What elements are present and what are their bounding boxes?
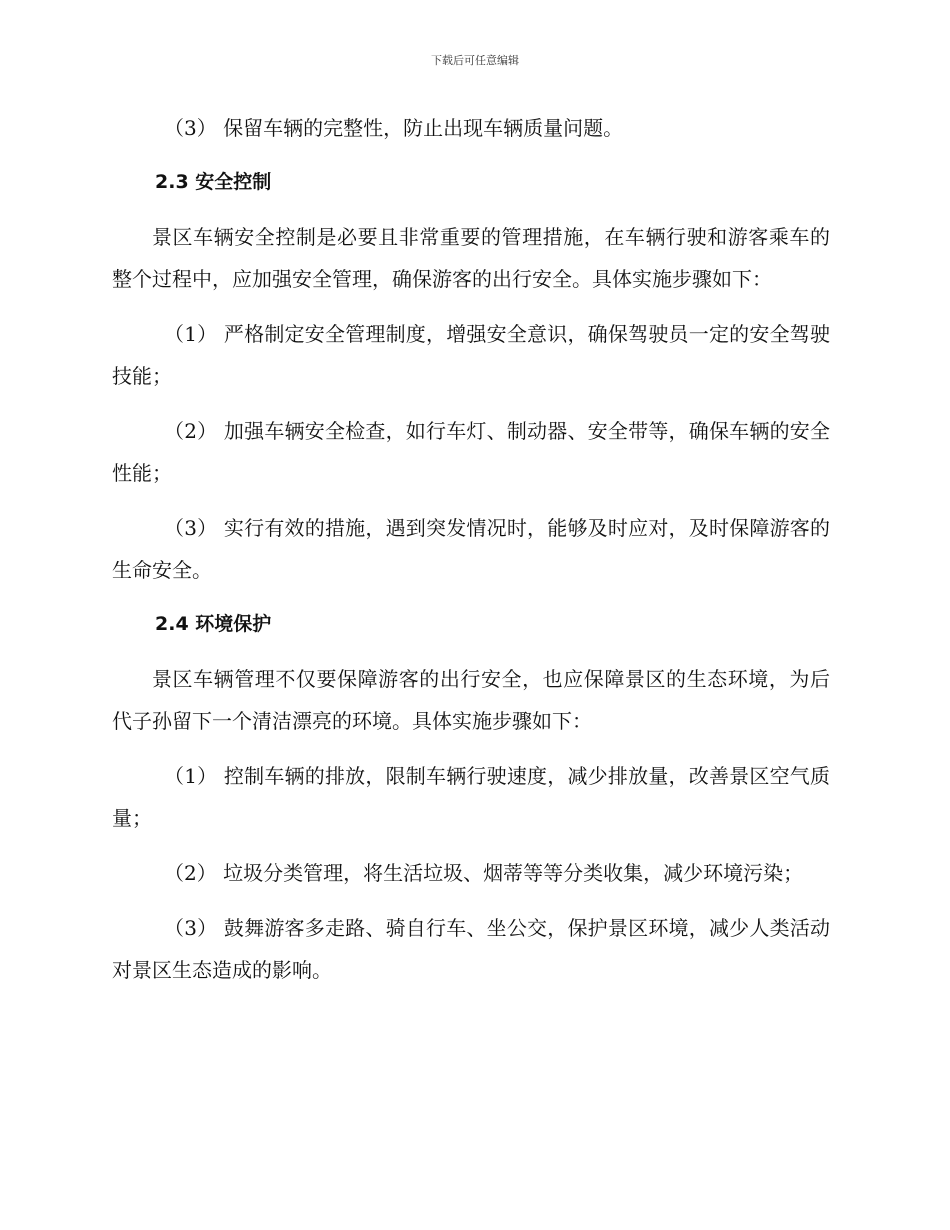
section-heading: 2.4 环境保护	[155, 613, 272, 635]
document-body	[112, 107, 830, 991]
paragraph: 景区车辆安全控制是必要且非常重要的管理措施，在车辆行驶和游客乘车的整个过程中，应加强安全管理，确保游客的出行安全。具体实施步骤如下：	[112, 225, 830, 291]
paragraph: 景区车辆管理不仅要保障游客的出行安全，也应保障景区的生态环境，为后代子孙留下一个清洁漂亮的环境。具体实施步骤如下：	[112, 667, 830, 733]
page-header-note: 下载后可任意编辑	[431, 54, 519, 67]
list-item: （1） 控制车辆的排放，限制车辆行驶速度，减少排放量，改善景区空气质量；	[112, 764, 830, 830]
section-heading: 2.3 安全控制	[155, 171, 272, 193]
list-item: （2） 加强车辆安全检查，如行车灯、制动器、安全带等，确保车辆的安全性能；	[112, 419, 830, 485]
list-item: （3） 鼓舞游客多走路、骑自行车、坐公交，保护景区环境，减少人类活动对景区生态造成的影响。	[112, 916, 830, 982]
list-item: （2） 垃圾分类管理，将生活垃圾、烟蒂等等分类收集，减少环境污染；	[164, 861, 804, 885]
list-item: （1） 严格制定安全管理制度，增强安全意识，确保驾驶员一定的安全驾驶技能；	[112, 322, 830, 388]
list-item: （3） 保留车辆的完整性，防止出现车辆质量问题。	[164, 116, 624, 140]
list-item: （3） 实行有效的措施，遇到突发情况时，能够及时应对，及时保障游客的生命安全。	[112, 516, 830, 582]
